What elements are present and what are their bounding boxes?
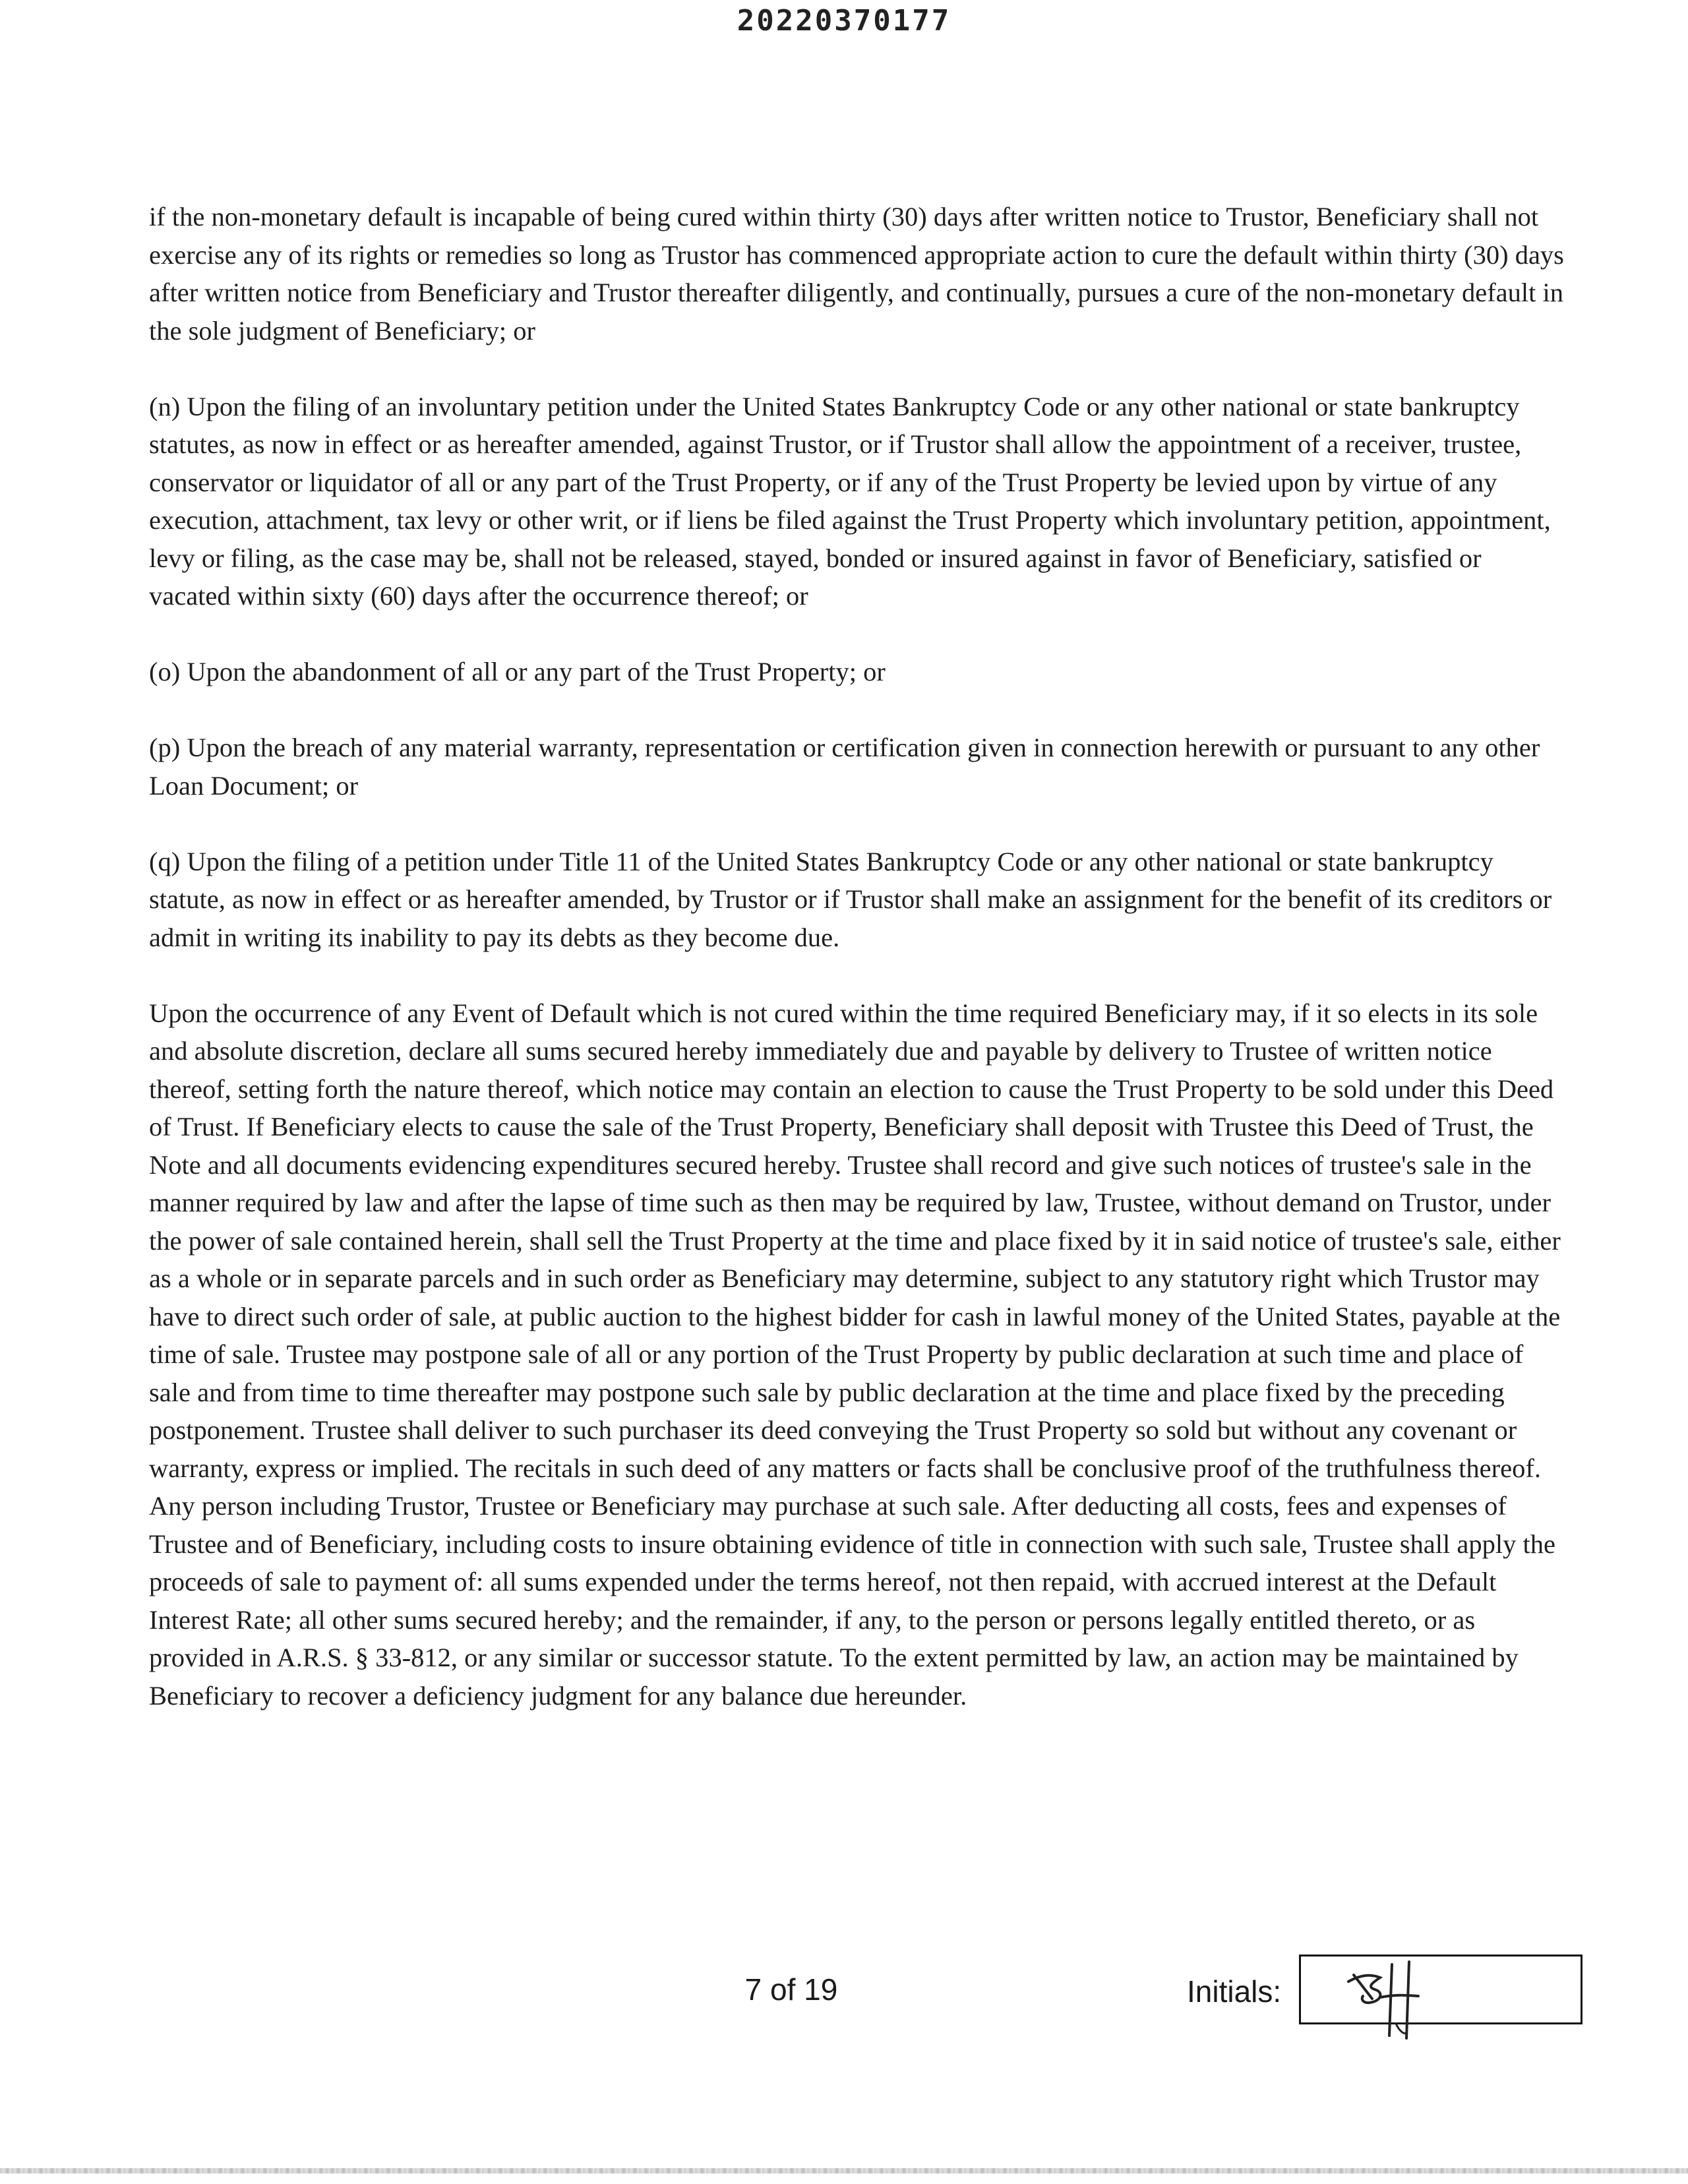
document-body	[149, 198, 1567, 1753]
paragraph-q-bankruptcy-petition: (q) Upon the filing of a petition under Title 11 of the United States Bankruptcy Code or any other national or state bankruptcy statute, as now in effect or as hereafter amended, by Trustor or if Trustor shall make an assignment for the benefit of its creditors or admit in writing its inability to pay its debts as they become due.	[149, 846, 1552, 952]
initials-label: Initials:	[1187, 1974, 1282, 2009]
paragraph-o-abandonment: (o) Upon the abandonment of all or any part of the Trust Property; or	[149, 657, 886, 686]
initials-signature	[1341, 1955, 1486, 2041]
paragraph-n-involuntary-petition: (n) Upon the filing of an involuntary petition under the United States Bankruptcy Code or any other national or state bankruptcy statutes, as now in effect or as hereafter amended, against Trustor, or if Trustor shall allow the appointment of a receiver, trustee, conservator or liquidator of all or any part of the Trust Property, or if any of the Trust Property be levied upon by virtue of any execution, attachment, tax levy or other writ, or if liens be filed against the Trust Property which involuntary petition, appointment, levy or filing, as the case may be, shall not be released, stayed, bonded or insured against in favor of Beneficiary, satisfied or vacated within sixty (60) days after the occurrence thereof; or	[149, 391, 1551, 611]
initials-box	[1299, 1955, 1582, 2024]
document-number: 20220370177	[737, 4, 951, 38]
page-number: 7 of 19	[744, 1972, 838, 2007]
paragraph-p-breach-of-warranty: (p) Upon the breach of any material warranty, representation or certification given in connection herewith or pursuant to any other Loan Document; or	[149, 733, 1540, 801]
paragraph-remedies-trustee-sale: Upon the occurrence of any Event of Default which is not cured within the time required Beneficiary may, if it so elects in its sole and absolute discretion, declare all sums secured hereby immediately due and payable by delivery to Trustee of written notice thereof, setting forth the nature thereof, which notice may contain an election to cause the Trust Property to be sold under this Deed of Trust. If Beneficiary elects to cause the sale of the Trust Property, Beneficiary shall deposit with Trustee this Deed of Trust, the Note and all documents evidencing expenditures secured hereby. Trustee shall record and give such notices of trustee's sale in the manner required by law and after the lapse of time such as then may be required by law, Trustee, without demand on Trustor, under the power of sale contained herein, shall sell the Trust Property at the time and place fixed by it in said notice of trustee's sale, either as a whole or in separate parcels and in such order as Beneficiary may determine, subject to any statutory right which Trustor may have to direct such order of sale, at public auction to the highest bidder for cash in lawful money of the United States, payable at the time of sale. Trustee may postpone sale of all or any portion of the Trust Property by public declaration at such time and place of sale and from time to time thereafter may postpone such sale by public declaration at the time and place fixed by the preceding postponement. Trustee shall deliver to such purchaser its deed conveying the Trust Property so sold but without any covenant or warranty, express or implied. The recitals in such deed of any matters or facts shall be conclusive proof of the truthfulness thereof. Any person including Trustor, Trustee or Beneficiary may purchase at such sale. After deducting all costs, fees and expenses of Trustee and of Beneficiary, including costs to insure obtaining evidence of title in connection with such sale, Trustee shall apply the proceeds of sale to payment of: all sums expended under the terms hereof, not then repaid, with accrued interest at the Default Interest Rate; all other sums secured hereby; and the remainder, if any, to the person or persons legally entitled thereto, or as provided in A.R.S. § 33-812, or any similar or successor statute. To the extent permitted by law, an action may be maintained by Beneficiary to recover a deficiency judgment for any balance due hereunder.	[149, 998, 1561, 1711]
scan-edge-strip	[0, 2168, 1688, 2173]
paragraph-non-monetary-default: if the non-monetary default is incapable of being cured within thirty (30) days after written notice to Trustor, Beneficiary shall not exercise any of its rights or remedies so long as Trustor has commenced appropriate action to cure the default within thirty (30) days after written notice from Beneficiary and Trustor thereafter diligently, and continually, pursues a cure of the non-monetary default in the sole judgment of Beneficiary; or	[149, 202, 1564, 346]
